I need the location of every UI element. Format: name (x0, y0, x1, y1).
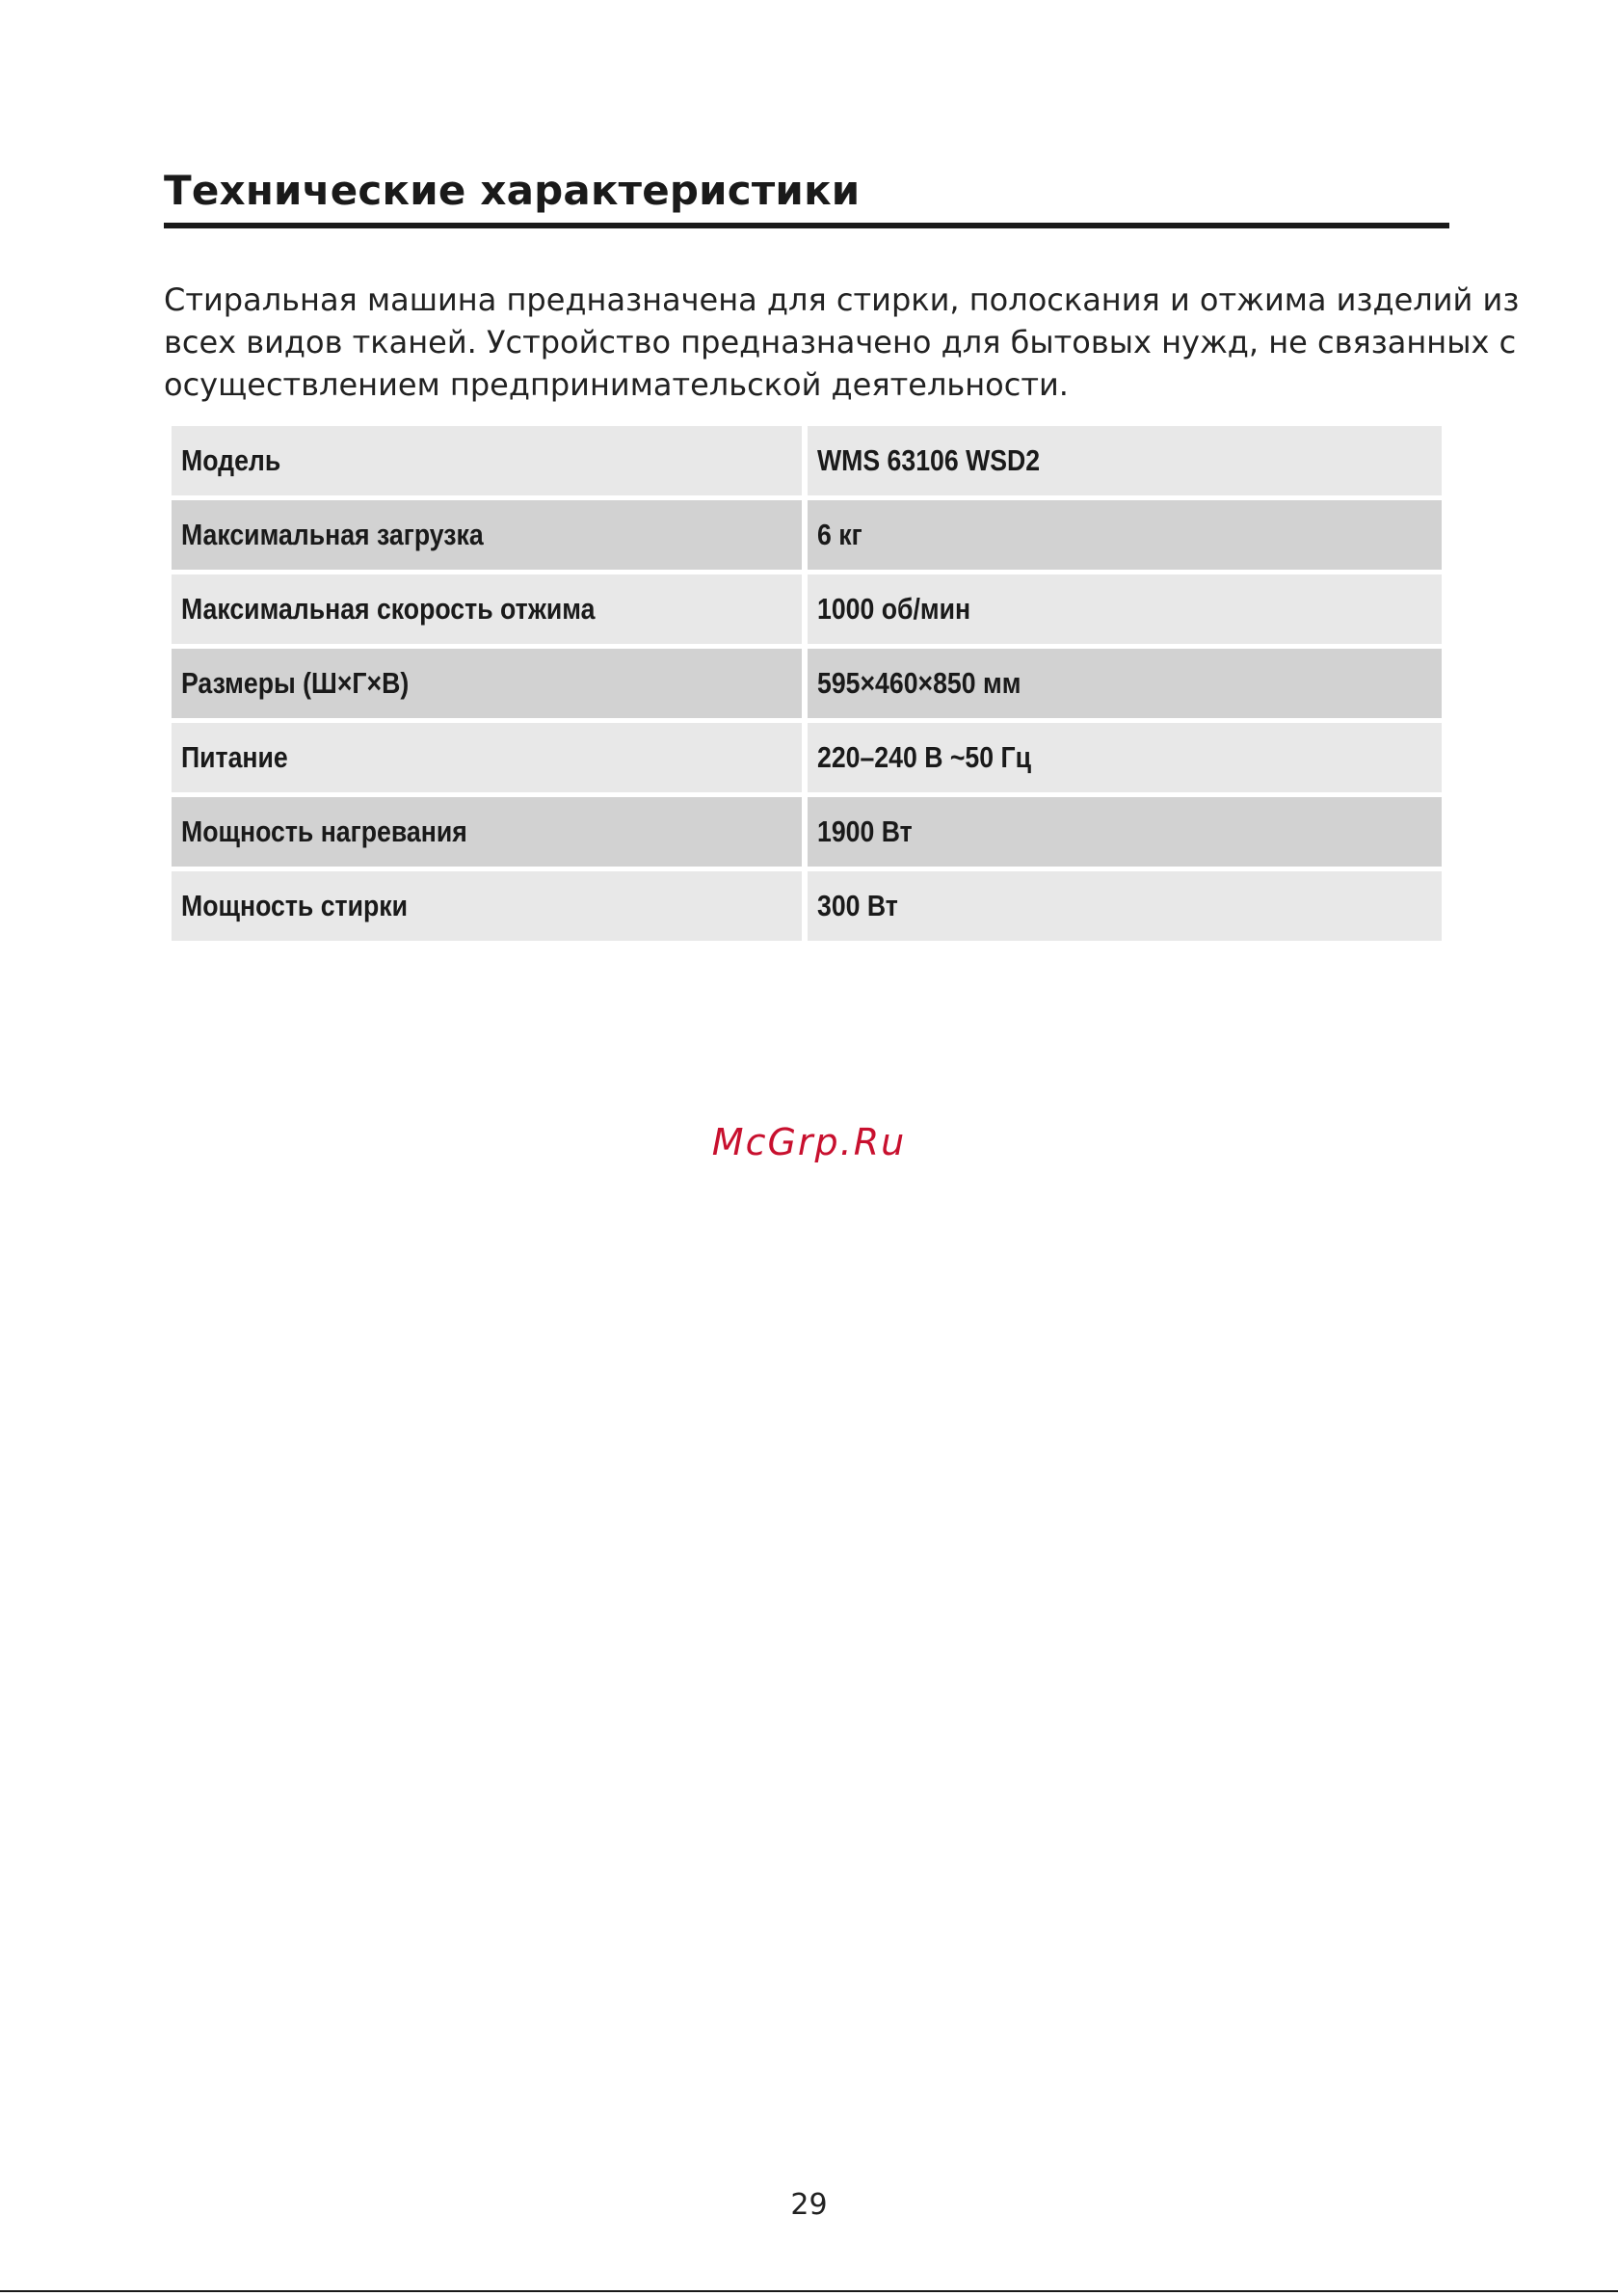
table-row (172, 649, 1442, 718)
page-number: 29 (790, 2188, 828, 2222)
intro-line: Стиральная машина предназначена для стирки, полоскания и отжима изделий из (164, 281, 1520, 318)
spec-label: Размеры (Ш×Г×В) (172, 649, 802, 718)
spec-value: 6 кг (808, 500, 1442, 570)
spec-label: Модель (172, 426, 802, 495)
intro-line: всех видов тканей. Устройство предназначено для бытовых нужд, не связанных с (164, 324, 1517, 360)
spec-value: 220–240 В ~50 Гц (808, 723, 1442, 792)
spec-label: Максимальная загрузка (172, 500, 802, 570)
table-row (172, 871, 1442, 941)
specs-table (166, 421, 1447, 946)
table-row (172, 797, 1442, 867)
spec-label: Питание (172, 723, 802, 792)
title-underline (164, 223, 1449, 228)
spec-label: Мощность нагревания (172, 797, 802, 867)
spec-label: Максимальная скорость отжима (172, 574, 802, 644)
intro-line: осуществлением предпринимательской деятельности. (164, 366, 1069, 403)
spec-label: Мощность стирки (172, 871, 802, 941)
spec-value: 595×460×850 мм (808, 649, 1442, 718)
page-title: Технические характеристики (164, 167, 861, 214)
table-row (172, 500, 1442, 570)
intro-paragraph (164, 279, 1520, 406)
table-row (172, 723, 1442, 792)
spec-value: 300 Вт (808, 871, 1442, 941)
table-row (172, 426, 1442, 495)
watermark: McGrp.Ru (711, 1121, 907, 1163)
spec-value: WMS 63106 WSD2 (808, 426, 1442, 495)
spec-value: 1900 Вт (808, 797, 1442, 867)
bottom-border (0, 2290, 1618, 2292)
table-row (172, 574, 1442, 644)
spec-value: 1000 об/мин (808, 574, 1442, 644)
